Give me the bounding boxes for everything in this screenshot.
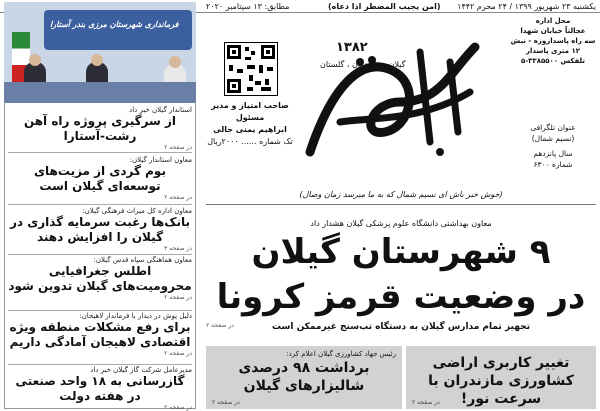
founded-year: ۱۳۸۲ [336, 40, 368, 55]
divider [206, 204, 596, 205]
news-photo [4, 2, 196, 103]
address-line: عجالتاً خیابان شهدا [520, 27, 586, 35]
item-page-ref: در صفحه ۲ [164, 194, 192, 201]
address-title: محل اداره [535, 17, 571, 25]
item-headline: گازرسانی به ۱۸ واحد صنعتی در هفته دولت [15, 374, 185, 403]
volume-year: سال پانزدهم [533, 149, 573, 158]
box-kicker: رئیس جهاد کشاورزی گیلان اعلام کرد: [286, 350, 396, 358]
address-block [510, 16, 596, 66]
box-page-ref: در صفحه ۲ [212, 399, 240, 406]
main-headline-line2[interactable]: در وضعیت قرمز کرونا [216, 277, 586, 317]
box-headline: تغییر کاربری اراضی کشاورزی مازندران با سرعت نور! [428, 355, 574, 407]
person-head [29, 54, 41, 66]
divider [8, 310, 192, 311]
divider [8, 204, 192, 205]
item-page-ref: در صفحه ۲ [164, 294, 192, 301]
divider [8, 364, 192, 365]
item-kicker: مدیرعامل شرکت گاز گیلان خبر داد [90, 366, 192, 374]
editor-name: ابراهیم یمنی جالی [213, 125, 287, 134]
item-page-ref: در صفحه ۲ [164, 404, 192, 411]
qr-code-icon [224, 42, 278, 96]
prayer-line: (امن یجیب المضطر اذا دعاه) [328, 2, 441, 11]
item-page-ref: در صفحه ۲ [164, 144, 192, 151]
main-headline-line1[interactable]: ۹ شهرستان گیلان [251, 232, 551, 272]
slogan: (خوش خبر باش ای نسیم شمال که به ما میرسد زمان وصال) [299, 190, 503, 199]
item-kicker: معاون اداره کل میراث فرهنگی گیلان: [82, 207, 192, 215]
left-item-1[interactable] [8, 106, 192, 151]
left-item-2[interactable] [8, 156, 192, 201]
telegraph-value: (نسیم شمال) [531, 134, 575, 143]
photo-banner [44, 10, 192, 50]
newspaper-logo [300, 32, 485, 164]
region-line: گیلان ، مازندران ، گلستان [320, 60, 406, 69]
item-headline: بوم گردی از مزیت‌های توسعه‌ای گیلان است [34, 164, 166, 193]
phone-line: تلفکس ۳۳۸۵۵۰۰-۵ [520, 57, 586, 65]
address-line: سه راه پاسداروزه - نبش ۱۲ متری پاسدار [510, 37, 596, 55]
photo-table [4, 82, 196, 103]
gregorian-date: مطابق: ۱۳ سپتامبر ۲۰۲۰ [206, 2, 290, 11]
telegraph-block [510, 122, 596, 170]
item-headline: بانک‌ها رغبت سرمایه گذاری در گیلان را افزایش دهند [9, 215, 191, 244]
box-headline: برداشت ۹۸ درصدی شالیزارهای گیلان [238, 360, 370, 394]
box-page-ref: در صفحه ۲ [412, 399, 440, 406]
item-page-ref: در صفحه ۲ [164, 350, 192, 357]
item-kicker: معاون استاندار گیلان: [129, 156, 192, 164]
item-kicker: دلیل پوش در دیدار با فرماندار لاهیجان: [79, 312, 192, 320]
item-kicker: معاون هماهنگی سپاه قدس گیلان: [93, 256, 192, 264]
issue-number: شماره ۶۳۰۰ [533, 160, 573, 169]
divider [8, 254, 192, 255]
editor-title: صاحب امتیاز و مدیر مسئول [211, 101, 289, 122]
main-subhead: تجهیز تمام مدارس گیلان به دستگاه تب‌سنج غیرممکن است [271, 322, 531, 332]
item-page-ref: در صفحه ۳ [164, 245, 192, 252]
story-box-left[interactable] [206, 346, 402, 409]
photo-banner-text: فرمانداری شهرستان مرزی بندر آستارا [50, 20, 179, 29]
story-box-right[interactable] [406, 346, 596, 409]
persian-date: یکشنبه ۲۳ شهریور ۱۳۹۹ / ۲۴ محرم ۱۴۴۲ [457, 2, 596, 11]
left-item-6[interactable] [8, 366, 192, 411]
editor-block [204, 100, 296, 148]
main-kicker: معاون بهداشتی دانشگاه علوم پزشکی گیلان هشدار داد [310, 219, 492, 228]
price-line: تک شماره ...... ۲۰۰۰ریال [207, 137, 293, 146]
divider [8, 152, 192, 153]
item-headline: اطلس جغرافیایی محرومیت‌های گیلان تدوین شود [8, 264, 192, 293]
left-item-4[interactable] [8, 256, 192, 301]
item-headline: از سرگیری پروژه راه آهن رشت-آستارا [23, 114, 177, 143]
main-page-ref: در صفحه ۲ [206, 322, 234, 329]
person-head [169, 56, 181, 68]
item-headline: برای رفع مشکلات منطقه ویژه اقتصادی لاهیجان آمادگی داریم [9, 320, 191, 349]
item-kicker: استاندار گیلان خبر داد [129, 106, 192, 114]
logo-text: نسیم شمال [387, 160, 392, 161]
telegraph-label: عنوان تلگرافی [530, 123, 576, 132]
person-head [91, 54, 103, 66]
left-item-3[interactable] [8, 207, 192, 252]
left-item-5[interactable] [8, 312, 192, 357]
